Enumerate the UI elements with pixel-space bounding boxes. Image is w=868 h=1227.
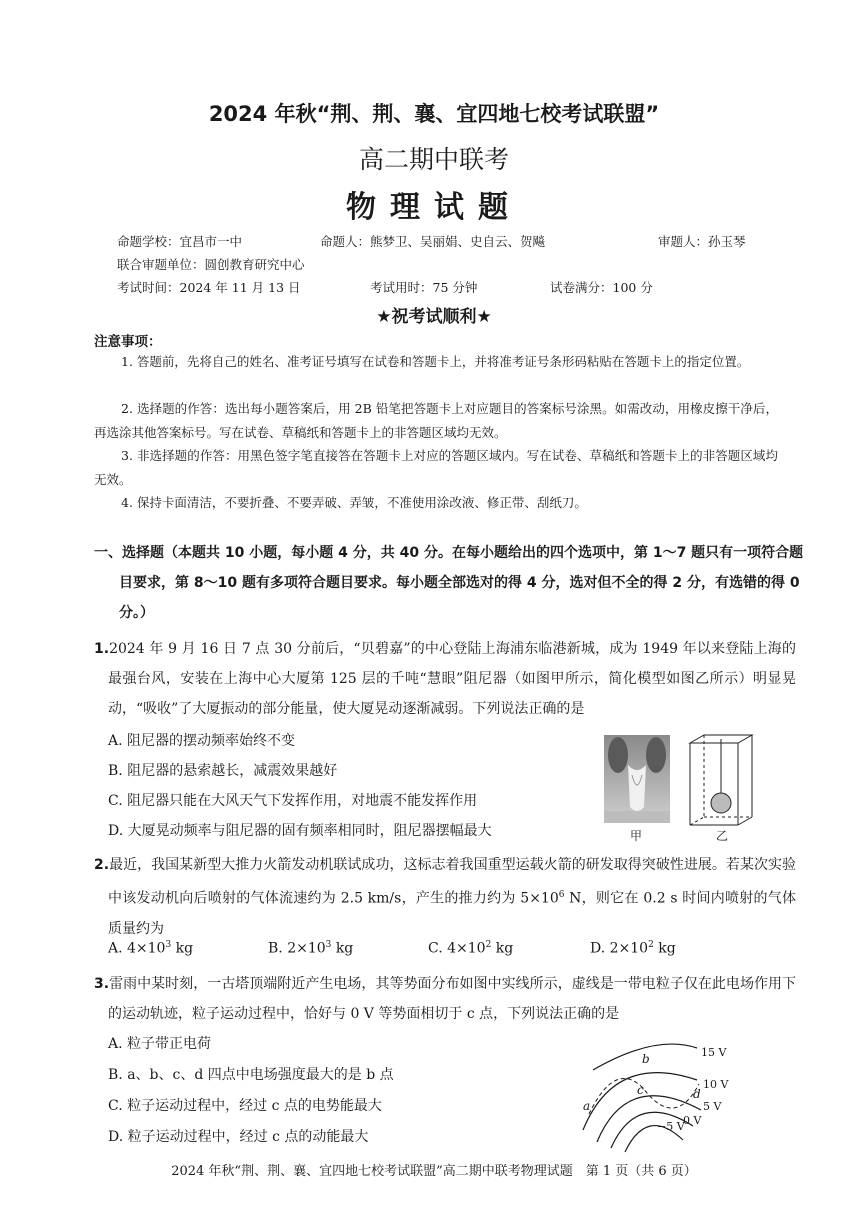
question-1-stem: [94, 634, 796, 724]
pendulum-diagram: [684, 733, 756, 827]
exam-union-title: 2024 年秋“荆、荆、襄、宜四地七校考试联盟”: [208, 102, 660, 126]
label-0v: 0 V: [683, 1114, 702, 1127]
label-10v: 10 V: [703, 1078, 729, 1091]
q2-option-a: A. $4\times 10^3$ kg: [108, 940, 194, 957]
question-2-stem: [94, 850, 796, 944]
figure-label-jia: 甲: [630, 829, 643, 843]
note-item: 2. 选择题的作答：选出每小题答案后，用 2B 铅笔把答题卡上对应题目的答案标号涂黑。如需改动，用橡皮擦干净后，再选涂其他答案标号。写在试卷、草稿纸和答题卡上的非答题区域均无效。: [94, 401, 778, 440]
q3-option-d: D. 粒子运动过程中，经过 c 点的动能最大: [108, 1129, 369, 1145]
question-text: 最近，我国某新型大推力火箭发动机联试成功，这标志着我国重型运载火箭的研发取得突破性进展。若某次实验中该发动机向后喷射的气体流速约为 2.5 km/s，产生的推力约为 5×10: [108, 857, 796, 907]
point-a-label: a: [583, 1099, 591, 1113]
figure-label-yi: 乙: [716, 829, 729, 843]
q2-option-b: B. $2\times 10^3$ kg: [268, 940, 354, 957]
question-text: 雷雨中某时刻，一古塔顶端附近产生电场，其等势面分布如图中实线所示，虚线是一带电粒子仅在此电场作用下的运动轨迹，粒子运动过程中，恰好与 0 V 等势面相切于 c 点，下列说法正确的是: [108, 976, 796, 1022]
point-c-label: c: [637, 1083, 644, 1097]
question-3-stem: [94, 969, 796, 1029]
label-15v: 15 V: [701, 1046, 727, 1059]
subject-title: 物理试题: [346, 190, 522, 225]
q1-option-d: D. 大厦晃动频率与阻尼器的固有频率相同时，阻尼器摆幅最大: [108, 823, 492, 839]
exam-subtitle: 高二期中联考: [358, 145, 509, 174]
damper-photo: [604, 735, 670, 823]
equipotential-diagram: [575, 1030, 755, 1158]
label-5v: 5 V: [703, 1100, 722, 1113]
meta-exam-time: 考试时间：2024 年 11 月 13 日: [117, 280, 301, 295]
label-m5v: −5 V: [657, 1120, 685, 1133]
meta-duration: 考试用时：75 分钟: [370, 280, 478, 295]
meta-reviewer: 审题人：孙玉琴: [658, 234, 746, 249]
note-item: 1. 答题前，先将自己的姓名、准考证号填写在试卷和答题卡上，并将准考证号条形码粘贴在答题卡上的指定位置。: [121, 354, 750, 369]
q2-option-d: D. $2\times 10^2$ kg: [590, 940, 676, 957]
question-number: 3.: [94, 976, 110, 992]
meta-school: 命题学校：宜昌市一中: [117, 234, 243, 249]
notes-title: 注意事项：: [94, 334, 162, 350]
meta-authors: 命题人：熊梦卫、吴丽娟、史自云、贺飚: [320, 234, 546, 249]
q1-option-c: C. 阻尼器只能在大风天气下发挥作用，对地震不能发挥作用: [108, 793, 478, 809]
note-item: 3. 非选择题的作答：用黑色签字笔直接答在答题卡上对应的答题区域内。写在试卷、草稿纸和答题卡上的非答题区域均无效。: [94, 448, 778, 487]
question-text: 2024 年 9 月 16 日 7 点 30 分前后，“贝碧嘉”的中心登陆上海浦东临港新城，成为 1949 年以来登陆上海的最强台风，安装在上海中心大厦第 125 层的千吨“慧眼”阻尼器（如图甲所示，简化模型如图乙所示）明显晃动，“吸收”了大厦振动的部分能量，使大厦晃动逐渐减弱。下列说法正确的是: [108, 641, 796, 717]
question-number: 1.: [94, 641, 110, 657]
meta-joint-review: 联合审题单位：圆创教育研究中心: [117, 257, 305, 272]
q2-option-c: C. $4\times 10^2$ kg: [428, 940, 514, 957]
page-footer: 2024 年秋“荆、荆、襄、宜四地七校考试联盟”高二期中联考物理试题 第 1 页（共 6 页）: [171, 1164, 697, 1179]
q3-option-b: B. a、b、c、d 四点中电场强度最大的是 b 点: [108, 1067, 394, 1083]
question-number: 2.: [94, 857, 110, 873]
section-choice-heading: 一、选择题（本题共 10 小题，每小题 4 分，共 40 分。在每小题给出的四个选项中，第 1～7 题只有一项符合题目要求，第 8～10 题有多项符合题目要求。每小题全部选对的得 4 分，选对但不全的得 2 分，有选错的得 0 分。）: [94, 545, 804, 621]
q3-option-c: C. 粒子运动过程中，经过 c 点的电势能最大: [108, 1098, 382, 1114]
q3-option-a: A. 粒子带正电荷: [108, 1036, 212, 1052]
q1-option-a: A. 阻尼器的摆动频率始终不变: [108, 733, 296, 749]
point-d-label: d: [693, 1087, 701, 1101]
q1-option-b: B. 阻尼器的悬索越长，减震效果越好: [108, 763, 338, 779]
meta-full-score: 试卷满分：100 分: [550, 280, 653, 295]
question-text: N，则它在 0.2 s 时间内喷射的气体质量约为: [108, 890, 796, 937]
note-item: 4. 保持卡面清洁，不要折叠、不要弄破、弄皱，不准使用涂改液、修正带、刮纸刀。: [121, 495, 587, 510]
exponent: 6: [558, 890, 565, 900]
good-luck-banner: ★祝考试顺利★: [376, 307, 492, 327]
point-b-label: b: [642, 1052, 650, 1066]
